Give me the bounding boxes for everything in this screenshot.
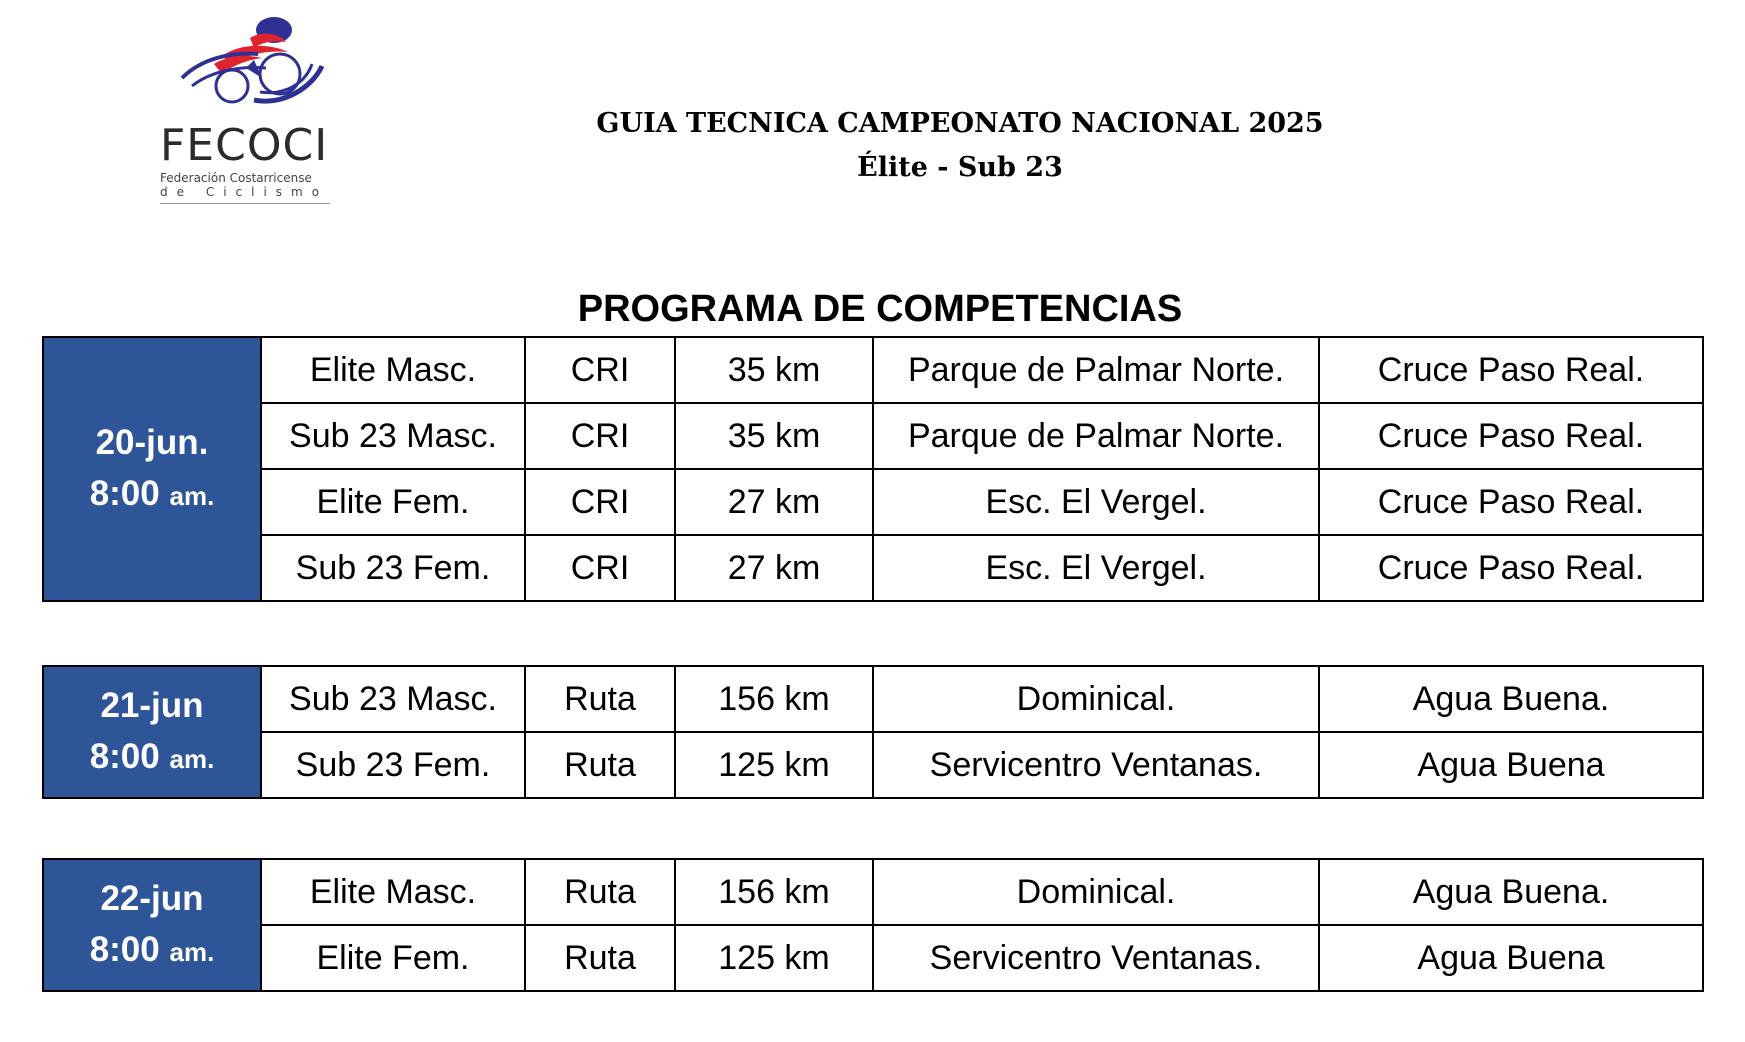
- finish-location-cell: Agua Buena: [1319, 732, 1703, 798]
- start-location-cell: Esc. El Vergel.: [873, 469, 1319, 535]
- cyclist-logo-icon: [162, 8, 332, 118]
- race-type-cell: CRI: [525, 337, 675, 403]
- section-title: PROGRAMA DE COMPETENCIAS: [577, 288, 1183, 330]
- category-cell: Elite Masc.: [261, 337, 525, 403]
- race-type-cell: CRI: [525, 535, 675, 601]
- document-title: GUIA TECNICA CAMPEONATO NACIONAL 2025: [596, 108, 1324, 139]
- distance-cell: 27 km: [675, 535, 873, 601]
- date-label: 20-jun.: [95, 423, 209, 463]
- finish-location-cell: Cruce Paso Real.: [1319, 535, 1703, 601]
- logo-subtitle-line2: de Ciclismo: [160, 185, 329, 199]
- schedule-block-22-jun: [42, 858, 1704, 992]
- finish-location-cell: Cruce Paso Real.: [1319, 403, 1703, 469]
- time-suffix: am.: [169, 937, 215, 967]
- race-type-cell: CRI: [525, 469, 675, 535]
- table-row: [43, 666, 1703, 732]
- table-row: [43, 732, 1703, 798]
- finish-location-cell: Agua Buena: [1319, 925, 1703, 991]
- date-cell: [43, 666, 261, 798]
- start-location-cell: Esc. El Vergel.: [873, 535, 1319, 601]
- distance-cell: 125 km: [675, 732, 873, 798]
- start-location-cell: Servicentro Ventanas.: [873, 925, 1319, 991]
- distance-cell: 27 km: [675, 469, 873, 535]
- distance-cell: 156 km: [675, 859, 873, 925]
- table-row: [43, 859, 1703, 925]
- distance-cell: 35 km: [675, 403, 873, 469]
- logo-wordmark: FECOCI: [160, 120, 329, 171]
- race-type-cell: CRI: [525, 403, 675, 469]
- distance-cell: 125 km: [675, 925, 873, 991]
- date-cell: [43, 859, 261, 991]
- table-row: [43, 535, 1703, 601]
- date-cell: [43, 337, 261, 601]
- distance-cell: 35 km: [675, 337, 873, 403]
- start-location-cell: Dominical.: [873, 666, 1319, 732]
- race-type-cell: Ruta: [525, 859, 675, 925]
- finish-location-cell: Agua Buena.: [1319, 859, 1703, 925]
- start-location-cell: Servicentro Ventanas.: [873, 732, 1319, 798]
- distance-cell: 156 km: [675, 666, 873, 732]
- start-time: 8:00: [89, 474, 160, 513]
- finish-location-cell: Cruce Paso Real.: [1319, 337, 1703, 403]
- start-location-cell: Parque de Palmar Norte.: [873, 337, 1319, 403]
- table-row: [43, 337, 1703, 403]
- date-label: 21-jun: [100, 686, 204, 726]
- time-suffix: am.: [169, 481, 215, 511]
- schedule-block-21-jun: [42, 665, 1704, 799]
- race-type-cell: Ruta: [525, 925, 675, 991]
- finish-location-cell: Agua Buena.: [1319, 666, 1703, 732]
- category-cell: Sub 23 Masc.: [261, 666, 525, 732]
- logo-divider: [160, 203, 330, 204]
- category-cell: Elite Fem.: [261, 469, 525, 535]
- start-time: 8:00: [89, 737, 160, 776]
- schedule-block-20-jun: [42, 336, 1704, 602]
- race-type-cell: Ruta: [525, 666, 675, 732]
- fecoci-logo: [150, 8, 350, 208]
- category-cell: Sub 23 Masc.: [261, 403, 525, 469]
- date-label: 22-jun: [100, 879, 204, 919]
- logo-subtitle-line1: Federación Costarricense: [160, 171, 312, 185]
- table-row: [43, 403, 1703, 469]
- start-location-cell: Parque de Palmar Norte.: [873, 403, 1319, 469]
- table-row: [43, 925, 1703, 991]
- race-type-cell: Ruta: [525, 732, 675, 798]
- category-cell: Elite Masc.: [261, 859, 525, 925]
- finish-location-cell: Cruce Paso Real.: [1319, 469, 1703, 535]
- start-location-cell: Dominical.: [873, 859, 1319, 925]
- category-cell: Sub 23 Fem.: [261, 535, 525, 601]
- time-suffix: am.: [169, 744, 215, 774]
- start-time: 8:00: [89, 930, 160, 969]
- table-row: [43, 469, 1703, 535]
- category-cell: Elite Fem.: [261, 925, 525, 991]
- category-cell: Sub 23 Fem.: [261, 732, 525, 798]
- document-subtitle: Élite - Sub 23: [857, 152, 1063, 183]
